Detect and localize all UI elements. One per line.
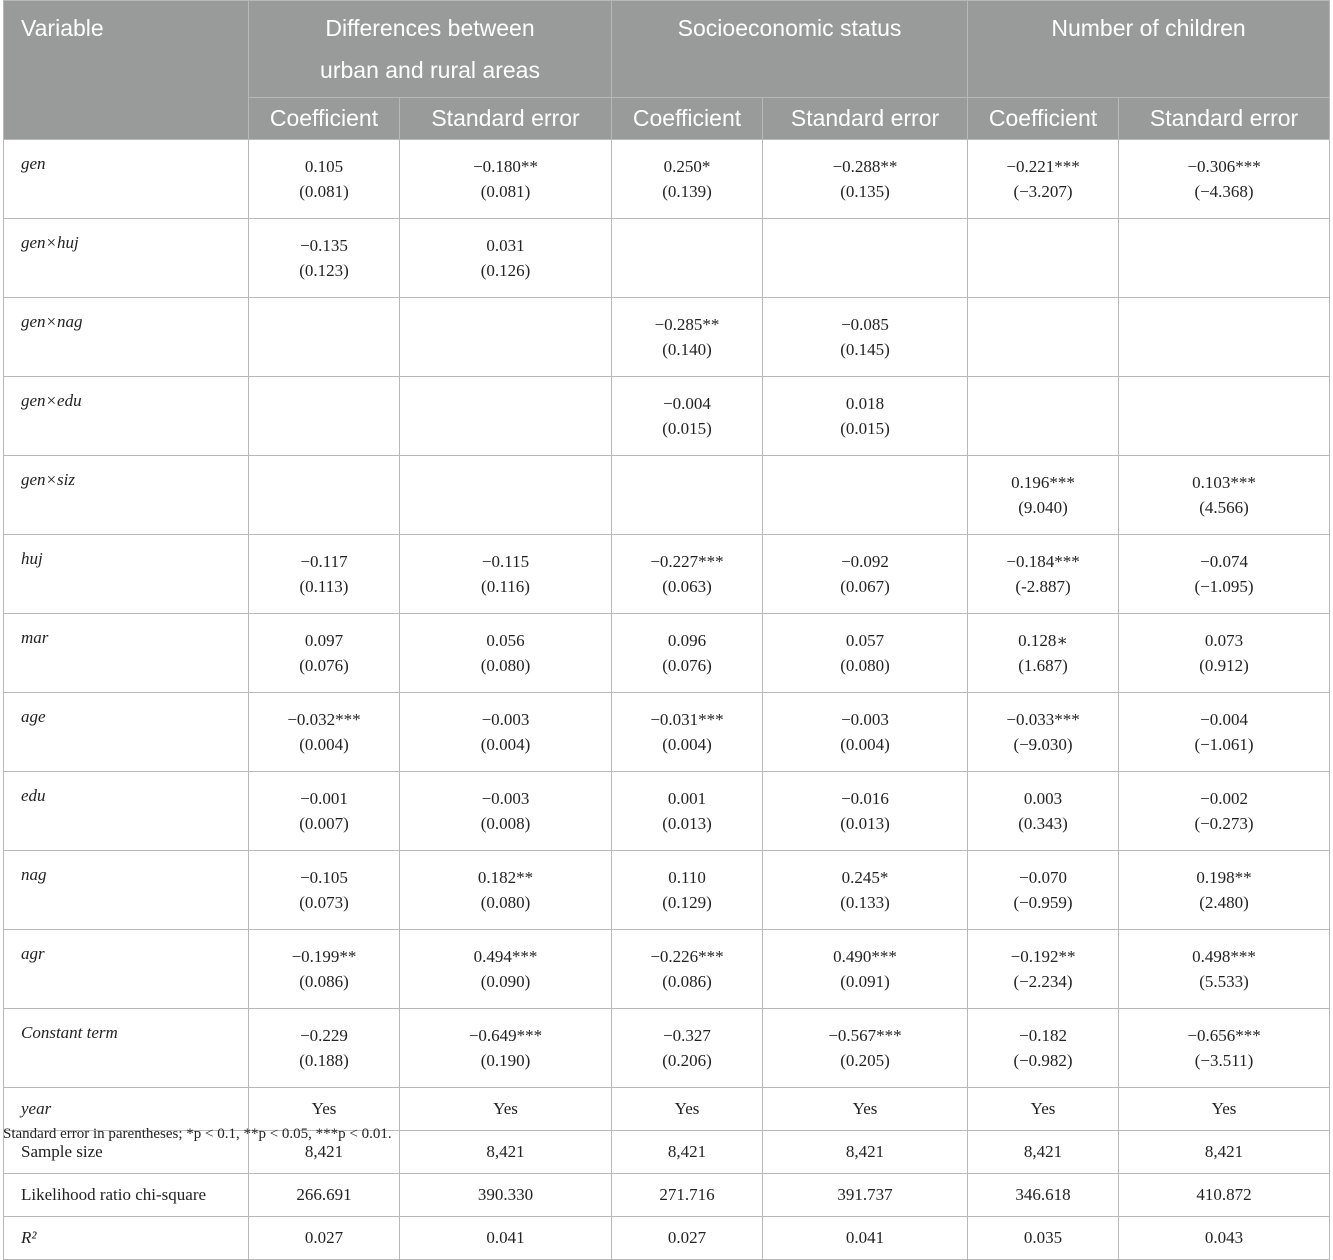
table-cell	[1119, 456, 1330, 535]
cell-parenthetical: (0.091)	[840, 972, 890, 991]
subheader-standard-error: Standard error	[763, 98, 968, 140]
table-cell	[400, 377, 612, 456]
subheader-standard-error: Standard error	[400, 98, 612, 140]
table-row	[4, 1174, 1330, 1217]
cell-estimate: 0.001	[667, 789, 707, 808]
cell-parenthetical: (0.081)	[299, 182, 349, 201]
row-label: gen	[4, 140, 249, 219]
table-cell	[968, 456, 1119, 535]
table-cell	[968, 772, 1119, 851]
row-label: gen×huj	[4, 219, 249, 298]
table-cell: 8,421	[1119, 1131, 1330, 1174]
table-cell	[968, 535, 1119, 614]
row-label: edu	[4, 772, 249, 851]
row-label: huj	[4, 535, 249, 614]
cell-estimate: −0.180**	[473, 157, 538, 176]
table-row	[4, 219, 1330, 298]
cell-parenthetical: (0.206)	[662, 1051, 712, 1070]
table-cell	[763, 535, 968, 614]
table-cell	[612, 535, 763, 614]
table-cell	[968, 693, 1119, 772]
cell-estimate: 0.018	[845, 394, 885, 413]
table-cell	[763, 614, 968, 693]
table-cell	[763, 930, 968, 1009]
table-cell	[612, 772, 763, 851]
table-cell: Yes	[249, 1088, 400, 1131]
cell-estimate: 0.498***	[1192, 947, 1256, 966]
group-header-children: Number of children	[968, 1, 1330, 98]
cell-estimate: 0.096	[667, 631, 707, 650]
table-cell	[1119, 614, 1330, 693]
cell-estimate: −0.003	[841, 710, 889, 729]
cell-estimate: 0.250*	[663, 157, 711, 176]
table-cell: 390.330	[400, 1174, 612, 1217]
cell-estimate: 0.110	[668, 868, 706, 887]
table-cell	[968, 851, 1119, 930]
cell-estimate: −0.567***	[828, 1026, 902, 1045]
cell-parenthetical: (0.126)	[480, 261, 531, 280]
group-header-socioeconomic: Socioeconomic status	[612, 1, 968, 98]
row-label: gen×nag	[4, 298, 249, 377]
table-row	[4, 377, 1330, 456]
cell-estimate: −0.092	[841, 552, 889, 571]
table-cell	[249, 456, 400, 535]
table-cell	[400, 219, 612, 298]
cell-estimate: −0.032***	[287, 710, 361, 729]
cell-estimate: 0.057	[845, 631, 885, 650]
table-cell	[1119, 219, 1330, 298]
table-cell: 410.872	[1119, 1174, 1330, 1217]
cell-parenthetical: (−0.982)	[1013, 1051, 1073, 1070]
cell-parenthetical: (0.080)	[480, 656, 531, 675]
table-cell	[249, 772, 400, 851]
cell-estimate: −0.327	[663, 1026, 711, 1045]
cell-estimate: −0.226***	[650, 947, 724, 966]
regression-table	[3, 0, 1330, 1260]
cell-parenthetical: (−0.273)	[1194, 814, 1254, 833]
table-cell	[1119, 535, 1330, 614]
table-cell	[400, 535, 612, 614]
table-cell: 0.043	[1119, 1217, 1330, 1260]
cell-parenthetical: (0.086)	[662, 972, 712, 991]
row-label: mar	[4, 614, 249, 693]
cell-estimate: −0.649***	[468, 1026, 543, 1045]
table-cell	[1119, 298, 1330, 377]
table-cell	[763, 693, 968, 772]
table-cell	[249, 693, 400, 772]
table-cell	[400, 456, 612, 535]
cell-parenthetical: (0.015)	[662, 419, 712, 438]
row-label: nag	[4, 851, 249, 930]
cell-estimate: −0.003	[481, 789, 530, 808]
table-cell	[612, 377, 763, 456]
cell-parenthetical: (0.007)	[299, 814, 349, 833]
table-cell: 8,421	[400, 1131, 612, 1174]
subheader-coefficient: Coefficient	[612, 98, 763, 140]
table-cell	[968, 1009, 1119, 1088]
table-cell	[400, 772, 612, 851]
row-label: Sample size	[4, 1131, 249, 1174]
subheader-standard-error: Standard error	[1119, 98, 1330, 140]
table-cell	[400, 1009, 612, 1088]
table-cell	[1119, 693, 1330, 772]
table-cell: 8,421	[968, 1131, 1119, 1174]
cell-parenthetical: (0.081)	[480, 182, 531, 201]
cell-parenthetical: (0.205)	[840, 1051, 890, 1070]
table-cell: 0.027	[612, 1217, 763, 1260]
cell-estimate: 0.245*	[841, 868, 889, 887]
cell-parenthetical: (0.912)	[1199, 656, 1249, 675]
table-cell	[763, 140, 968, 219]
table-cell: 8,421	[763, 1131, 968, 1174]
cell-estimate: −0.105	[300, 868, 348, 887]
cell-estimate: 0.031	[486, 236, 525, 255]
table-cell: 8,421	[249, 1131, 400, 1174]
cell-parenthetical: (0.113)	[299, 577, 349, 596]
table-row	[4, 1217, 1330, 1260]
cell-parenthetical: (0.004)	[840, 735, 890, 754]
cell-parenthetical: (0.139)	[662, 182, 712, 201]
subheader-coefficient: Coefficient	[249, 98, 400, 140]
cell-parenthetical: (0.013)	[840, 814, 890, 833]
cell-parenthetical: (-2.887)	[1015, 577, 1071, 596]
cell-estimate: −0.135	[300, 236, 348, 255]
cell-parenthetical: (−1.095)	[1194, 577, 1254, 596]
cell-estimate: −0.004	[663, 394, 711, 413]
table-row	[4, 140, 1330, 219]
table-cell	[249, 930, 400, 1009]
table-cell	[763, 377, 968, 456]
row-label: gen×edu	[4, 377, 249, 456]
cell-estimate: −0.221***	[1006, 157, 1080, 176]
cell-estimate: 0.097	[304, 631, 344, 650]
table-cell	[612, 219, 763, 298]
group-header-urban-rural: Differences between urban and rural areas	[249, 1, 612, 98]
table-cell	[249, 219, 400, 298]
table-cell: 271.716	[612, 1174, 763, 1217]
cell-parenthetical: (−1.061)	[1194, 735, 1254, 754]
table-cell: 266.691	[249, 1174, 400, 1217]
cell-parenthetical: (−0.959)	[1013, 893, 1073, 912]
cell-parenthetical: (0.343)	[1018, 814, 1068, 833]
table-cell	[612, 140, 763, 219]
cell-parenthetical: (0.145)	[840, 340, 890, 359]
cell-estimate: −0.085	[841, 315, 889, 334]
cell-parenthetical: (−2.234)	[1013, 972, 1073, 991]
table-cell	[1119, 772, 1330, 851]
row-label: gen×siz	[4, 456, 249, 535]
cell-estimate: −0.288**	[832, 157, 898, 176]
table-cell: Yes	[1119, 1088, 1330, 1131]
table-header	[4, 1, 1330, 140]
table-cell: 391.737	[763, 1174, 968, 1217]
cell-parenthetical: (0.080)	[480, 893, 531, 912]
table-cell	[249, 377, 400, 456]
cell-parenthetical: (0.004)	[662, 735, 712, 754]
cell-parenthetical: (0.116)	[481, 577, 530, 596]
cell-estimate: −0.227***	[650, 552, 724, 571]
cell-estimate: −0.656***	[1187, 1026, 1261, 1045]
table-cell	[612, 456, 763, 535]
cell-estimate: −0.285**	[654, 315, 720, 334]
table-cell: Yes	[612, 1088, 763, 1131]
cell-estimate: −0.306***	[1187, 157, 1261, 176]
table-row	[4, 1009, 1330, 1088]
cell-estimate: −0.184***	[1006, 552, 1080, 571]
table-cell	[763, 298, 968, 377]
cell-estimate: −0.031***	[650, 710, 724, 729]
cell-estimate: −0.192**	[1010, 947, 1076, 966]
row-label: age	[4, 693, 249, 772]
table-row	[4, 1088, 1330, 1131]
table-cell	[612, 614, 763, 693]
cell-estimate: −0.229	[300, 1026, 348, 1045]
cell-parenthetical: (0.004)	[299, 735, 349, 754]
cell-estimate: −0.074	[1200, 552, 1248, 571]
cell-estimate: −0.199**	[291, 947, 357, 966]
table-row	[4, 772, 1330, 851]
cell-parenthetical: (5.533)	[1199, 972, 1249, 991]
table-cell	[968, 930, 1119, 1009]
cell-parenthetical: (0.090)	[480, 972, 531, 991]
table-cell	[1119, 930, 1330, 1009]
table-cell	[249, 851, 400, 930]
table-cell	[249, 1009, 400, 1088]
cell-estimate: 0.494***	[473, 947, 538, 966]
table-row	[4, 535, 1330, 614]
variable-header: Variable	[4, 1, 249, 140]
subheader-coefficient: Coefficient	[968, 98, 1119, 140]
cell-parenthetical: (0.076)	[299, 656, 349, 675]
table-cell	[612, 930, 763, 1009]
cell-parenthetical: (−3.511)	[1194, 1051, 1254, 1070]
table-cell: 346.618	[968, 1174, 1119, 1217]
cell-parenthetical: (0.086)	[299, 972, 349, 991]
table-cell	[400, 614, 612, 693]
cell-parenthetical: (0.076)	[662, 656, 712, 675]
table-cell	[249, 298, 400, 377]
table-cell	[1119, 140, 1330, 219]
cell-estimate: 0.198**	[1196, 868, 1252, 887]
cell-estimate: 0.196***	[1011, 473, 1075, 492]
cell-parenthetical: (0.073)	[299, 893, 349, 912]
table-cell	[1119, 377, 1330, 456]
cell-estimate: −0.002	[1200, 789, 1248, 808]
cell-parenthetical: (0.008)	[480, 814, 531, 833]
table-cell	[612, 298, 763, 377]
table-cell	[249, 535, 400, 614]
cell-estimate: 0.003	[1023, 789, 1063, 808]
table-cell	[763, 772, 968, 851]
table-cell	[1119, 851, 1330, 930]
table-cell	[400, 693, 612, 772]
cell-estimate: −0.004	[1200, 710, 1248, 729]
table-cell	[968, 614, 1119, 693]
table-cell	[763, 851, 968, 930]
table-footnote: Standard error in parentheses; *p < 0.1, **p < 0.05, ***p < 0.01.	[3, 1126, 392, 1142]
table-cell	[763, 456, 968, 535]
cell-parenthetical: (0.190)	[480, 1051, 531, 1070]
table-cell: Yes	[968, 1088, 1119, 1131]
cell-parenthetical: (2.480)	[1199, 893, 1249, 912]
table-cell	[612, 693, 763, 772]
table-cell: 0.041	[763, 1217, 968, 1260]
cell-estimate: −0.016	[841, 789, 889, 808]
cell-parenthetical: (−3.207)	[1013, 182, 1073, 201]
cell-estimate: 0.105	[304, 157, 344, 176]
table-cell	[400, 140, 612, 219]
cell-parenthetical: (0.188)	[299, 1051, 349, 1070]
table-cell: Yes	[400, 1088, 612, 1131]
cell-parenthetical: (9.040)	[1018, 498, 1068, 517]
row-label: Constant term	[4, 1009, 249, 1088]
cell-estimate: 0.128∗	[1018, 631, 1068, 650]
table-cell: 0.035	[968, 1217, 1119, 1260]
cell-parenthetical: (0.063)	[662, 577, 712, 596]
table-cell: 8,421	[612, 1131, 763, 1174]
cell-estimate: 0.073	[1204, 631, 1244, 650]
row-label: agr	[4, 930, 249, 1009]
table-cell	[763, 1009, 968, 1088]
table-cell: 0.027	[249, 1217, 400, 1260]
cell-parenthetical: (0.135)	[840, 182, 890, 201]
table-cell	[612, 1009, 763, 1088]
table-row	[4, 851, 1330, 930]
cell-estimate: 0.490***	[833, 947, 897, 966]
cell-parenthetical: (0.015)	[840, 419, 890, 438]
cell-estimate: −0.070	[1019, 868, 1067, 887]
cell-estimate: −0.003	[481, 710, 530, 729]
cell-parenthetical: (0.013)	[662, 814, 712, 833]
row-label: R²	[4, 1217, 249, 1260]
table-row	[4, 930, 1330, 1009]
table-cell	[249, 140, 400, 219]
table-cell: Yes	[763, 1088, 968, 1131]
table-cell	[968, 219, 1119, 298]
cell-estimate: −0.117	[300, 552, 348, 571]
table-row	[4, 298, 1330, 377]
cell-estimate: 0.103***	[1192, 473, 1256, 492]
cell-estimate: −0.182	[1019, 1026, 1067, 1045]
table-body	[4, 140, 1330, 1260]
cell-parenthetical: (−9.030)	[1013, 735, 1073, 754]
cell-parenthetical: (0.067)	[840, 577, 890, 596]
table-cell	[968, 377, 1119, 456]
cell-parenthetical: (0.123)	[299, 261, 349, 280]
table-row	[4, 456, 1330, 535]
table-cell	[763, 219, 968, 298]
cell-estimate: 0.182**	[477, 868, 534, 887]
table-cell	[400, 851, 612, 930]
cell-parenthetical: (0.133)	[840, 893, 890, 912]
cell-estimate: 0.056	[486, 631, 525, 650]
table-cell	[968, 298, 1119, 377]
cell-parenthetical: (0.004)	[480, 735, 531, 754]
table-cell	[400, 930, 612, 1009]
cell-estimate: −0.033***	[1006, 710, 1080, 729]
cell-estimate: −0.115	[481, 552, 530, 571]
row-label: year	[4, 1088, 249, 1131]
cell-parenthetical: (1.687)	[1018, 656, 1068, 675]
cell-parenthetical: (−4.368)	[1194, 182, 1254, 201]
cell-estimate: −0.001	[300, 789, 348, 808]
row-label: Likelihood ratio chi-square	[4, 1174, 249, 1217]
table-cell: 0.041	[400, 1217, 612, 1260]
table-cell	[968, 140, 1119, 219]
table-cell	[400, 298, 612, 377]
table-row	[4, 614, 1330, 693]
cell-parenthetical: (0.140)	[662, 340, 712, 359]
cell-parenthetical: (0.129)	[662, 893, 712, 912]
table-row	[4, 693, 1330, 772]
cell-parenthetical: (4.566)	[1199, 498, 1249, 517]
cell-parenthetical: (0.080)	[840, 656, 890, 675]
table-cell	[612, 851, 763, 930]
table-cell	[249, 614, 400, 693]
table-cell	[1119, 1009, 1330, 1088]
